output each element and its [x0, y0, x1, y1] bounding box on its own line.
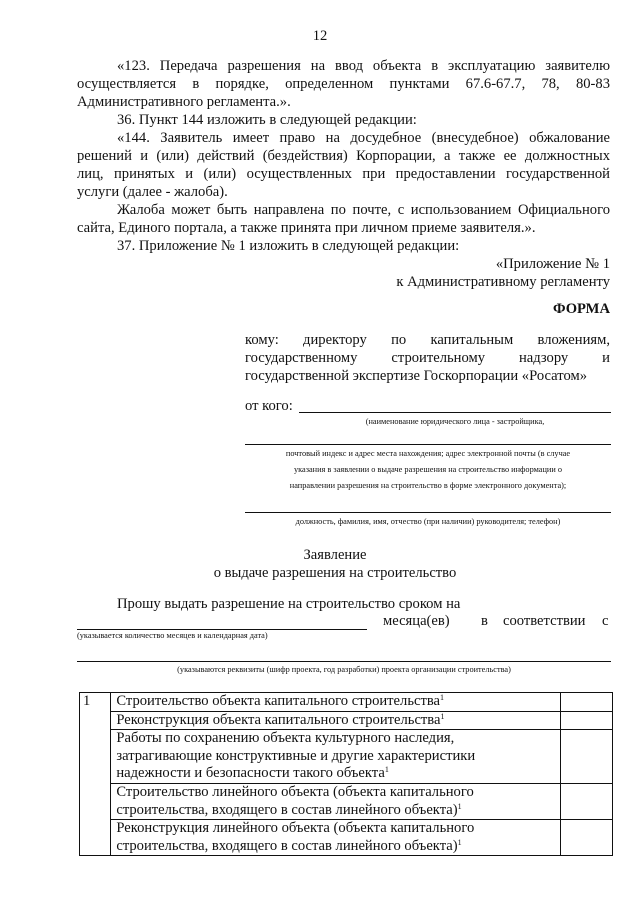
- request-in: в: [481, 613, 488, 629]
- table-cell-option: [111, 693, 560, 712]
- option-checkbox[interactable]: [560, 693, 612, 712]
- option-text: строительства, входящего в состав линейного объекта): [116, 801, 458, 818]
- complaint-line-1: Жалоба может быть направлена по почте, с использованием Официального: [117, 202, 610, 218]
- sender-hint-address-1: почтовый индекс и адрес места нахождения; адрес электронной почты (в случае: [285, 449, 571, 458]
- p144-line-2: решений и (или) действий (бездействия) Корпорации, а также ее должностных: [77, 148, 610, 164]
- table-row: [80, 730, 613, 784]
- request-accordance: соответствии: [503, 613, 586, 629]
- option-text: затрагивающие конструктивные и другие характеристики: [116, 747, 476, 764]
- table-row: [80, 711, 613, 730]
- table-cell-option: [111, 730, 560, 784]
- option-checkbox[interactable]: [560, 730, 612, 784]
- option-text: Работы по сохранению объекта культурного наследия,: [116, 730, 455, 747]
- row-number: 1: [80, 693, 111, 856]
- construction-type-table: [79, 692, 613, 856]
- recipient-line-3: государственной экспертизе Госкорпорации «Росатом»: [245, 368, 587, 384]
- request-hint-project: (указываются реквизиты (шифр проекта, год разработки) проекта организации строительства): [177, 665, 511, 674]
- request-with: с: [602, 613, 609, 629]
- request-term-line: [77, 629, 367, 630]
- request-project-line: [77, 661, 611, 662]
- footnote-mark: 1: [384, 765, 389, 775]
- option-checkbox[interactable]: [560, 820, 612, 856]
- p144-line-3: лиц, принятых и (или) осуществленных при предоставлении государственной: [77, 166, 610, 182]
- table-row: [80, 693, 613, 712]
- request-hint-term: (указывается количество месяцев и календарная дата): [77, 631, 268, 640]
- sender-name-line: [299, 412, 611, 413]
- option-text: надежности и безопасности такого объекта: [116, 765, 385, 782]
- table-row: [80, 783, 613, 819]
- appendix-line-2: к Административному регламенту: [396, 274, 610, 290]
- footnote-mark: 1: [440, 693, 444, 702]
- option-checkbox[interactable]: [560, 783, 612, 819]
- form-title: ФОРМА: [552, 301, 610, 317]
- sender-label: от кого:: [245, 398, 293, 414]
- p37: 37. Приложение № 1 изложить в следующей редакции:: [117, 238, 460, 254]
- sender-hint-address-2: указания в заявлении о выдаче разрешения на строительство информации о: [293, 465, 563, 474]
- sender-contact-line: [245, 512, 611, 513]
- option-text: Строительство линейного объекта (объекта капитального: [116, 783, 474, 800]
- recipient-line-1: кому: директору по капитальным вложениям,: [245, 332, 610, 348]
- table-cell-option: [111, 783, 560, 819]
- option-text: Реконструкция линейного объекта (объекта капитального: [116, 820, 475, 837]
- table-row: [80, 820, 613, 856]
- recipient-line-2: государственному строительному надзору и: [245, 350, 610, 366]
- p123-line-1: «123. Передача разрешения на ввод объекта в эксплуатацию заявителю: [117, 58, 610, 74]
- footnote-mark: 1: [440, 711, 445, 721]
- table-cell-option: [111, 711, 560, 730]
- p36: 36. Пункт 144 изложить в следующей редакции:: [117, 112, 417, 128]
- option-text: строительства, входящего в состав линейного объекта): [116, 837, 458, 854]
- statement-title: Заявление: [303, 547, 367, 563]
- p144-line-1: «144. Заявитель имеет право на досудебное (внесудебное) обжалование: [117, 130, 610, 146]
- table-cell-option: [111, 820, 560, 856]
- sender-hint-contact: должность, фамилия, имя, отчество (при наличии) руководителя; телефон): [295, 517, 561, 526]
- option-checkbox[interactable]: [560, 711, 612, 730]
- statement-subtitle: о выдаче разрешения на строительство: [213, 565, 457, 581]
- footnote-mark: 1: [457, 801, 462, 811]
- page-number: 12: [312, 28, 328, 44]
- p123-line-2: осуществляется в порядке, определенном пунктами 67.6-67.7, 78, 80-83: [77, 76, 610, 92]
- complaint-line-2: сайта, Единого портала, а также принята при личном приеме заявителя.».: [77, 220, 536, 236]
- footnote-mark: 1: [457, 837, 462, 847]
- p123-line-3: Административного регламента.».: [77, 94, 291, 110]
- appendix-line-1: «Приложение № 1: [495, 256, 610, 272]
- p144-line-4: услуги (далее - жалоба).: [77, 184, 228, 200]
- sender-hint-name: (наименование юридического лица - застройщика,: [365, 417, 545, 426]
- request-months: месяца(ев): [383, 613, 450, 629]
- sender-hint-address-3: направлении разрешения на строительство в форме электронного документа);: [289, 481, 567, 490]
- option-text: Строительство объекта капитального строительства: [116, 693, 440, 709]
- sender-address-line: [245, 444, 611, 445]
- option-text: Реконструкция объекта капитального строительства: [116, 711, 441, 728]
- request-line-1: Прошу выдать разрешение на строительство сроком на: [117, 596, 461, 612]
